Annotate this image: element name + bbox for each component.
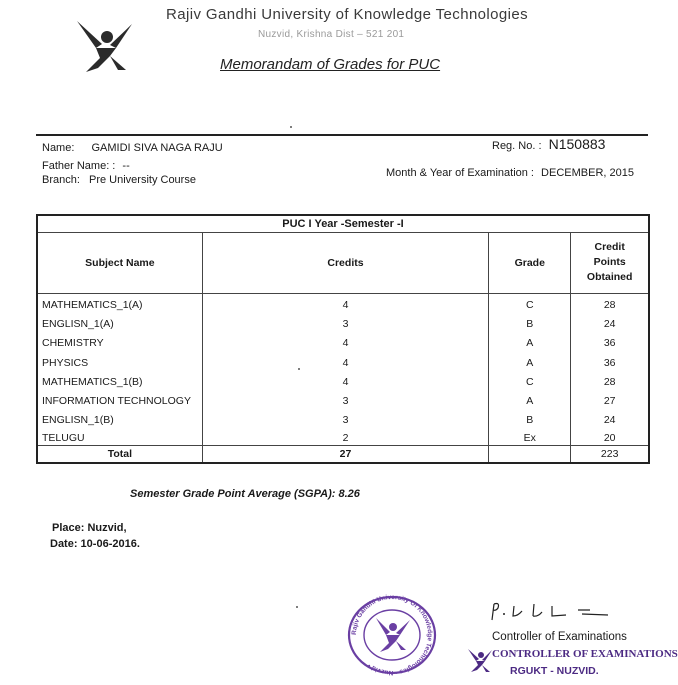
subject-cell: MATHEMATICS_1(B): [37, 370, 202, 389]
stamp-logo-icon: [466, 646, 494, 674]
subject-cell: PHYSICS: [37, 350, 202, 369]
credits-cell: 4: [202, 293, 488, 312]
credits-cell: 3: [202, 408, 488, 427]
table-row: [37, 427, 649, 446]
credits-cell: 4: [202, 331, 488, 350]
credits-cell: 4: [202, 370, 488, 389]
table-row: [37, 293, 649, 312]
col-credits-header: Credits: [202, 232, 488, 293]
university-name: Rajiv Gandhi University of Knowledge Technologies: [166, 6, 529, 23]
table-row: [37, 408, 649, 427]
points-cell: 24: [571, 408, 649, 427]
points-cell: 36: [571, 350, 649, 369]
total-credits: 27: [202, 446, 488, 463]
university-seal-icon: [346, 594, 438, 676]
name-row: [42, 142, 223, 154]
student-info: [36, 134, 648, 190]
subject-cell: ENGLISN_1(A): [37, 312, 202, 331]
credits-cell: 4: [202, 350, 488, 369]
points-cell: 24: [571, 312, 649, 331]
stamp-line-2: RGUKT - NUZVID.: [510, 665, 599, 677]
reg-number: N150883: [548, 136, 606, 152]
branch-value: Pre University Course: [88, 174, 196, 186]
exam-value: DECEMBER, 2015: [541, 167, 634, 179]
stamp-line-1: CONTROLLER OF EXAMINATIONS: [492, 648, 678, 660]
col-points-line2: Points: [593, 256, 626, 269]
signature-scribble: [486, 598, 616, 624]
reg-label: Reg. No. :: [492, 140, 542, 152]
father-row: [42, 160, 130, 172]
branch-label: Branch:: [42, 174, 80, 186]
total-row: [37, 446, 649, 463]
grade-cell: C: [489, 293, 571, 312]
branch-row: [42, 174, 196, 186]
place-line: Place: Nuzvid,: [52, 522, 127, 534]
semester-title-row: [37, 215, 649, 232]
table-row: [37, 350, 649, 369]
total-points: 223: [571, 446, 649, 463]
semester-title: PUC I Year -Semester -I: [37, 215, 649, 232]
father-label: Father Name: :: [42, 160, 116, 172]
seal-text: Rajiv Gandhi University Of Knowledge Technologies • Nuzvid •: [350, 594, 434, 676]
controller-title: Controller of Examinations: [492, 631, 627, 643]
grade-cell: C: [489, 370, 571, 389]
sgpa-line: Semester Grade Point Average (SGPA): 8.26: [130, 488, 360, 500]
points-cell: 27: [571, 389, 649, 408]
credits-cell: 3: [202, 389, 488, 408]
col-points-header: [571, 232, 649, 293]
points-cell: 36: [571, 331, 649, 350]
scan-speck: [296, 606, 298, 608]
father-name: --: [122, 160, 130, 172]
col-grade-header: Grade: [489, 232, 571, 293]
table-header-row: [37, 232, 649, 293]
student-name: GAMIDI SIVA NAGA RAJU: [91, 142, 223, 154]
table-row: [37, 331, 649, 350]
grade-cell: Ex: [489, 427, 571, 446]
grade-cell: A: [489, 389, 571, 408]
subject-cell: MATHEMATICS_1(A): [37, 293, 202, 312]
date-line: Date: 10-06-2016.: [50, 538, 140, 550]
exam-label: Month & Year of Examination :: [386, 167, 534, 179]
university-address: Nuzvid, Krishna Dist – 521 201: [258, 29, 405, 40]
table-row: [37, 389, 649, 408]
grade-cell: B: [489, 312, 571, 331]
points-cell: 20: [571, 427, 649, 446]
table-row: [37, 312, 649, 331]
grades-table: [36, 214, 650, 464]
scan-speck: [290, 126, 292, 128]
subject-cell: TELUGU: [37, 427, 202, 446]
col-subject-header: Subject Name: [37, 232, 202, 293]
university-logo-icon: [74, 18, 136, 74]
credits-cell: 2: [202, 427, 488, 446]
name-label: Name:: [42, 142, 75, 154]
points-cell: 28: [571, 293, 649, 312]
subject-cell: ENGLISN_1(B): [37, 408, 202, 427]
grade-cell: A: [489, 331, 571, 350]
table-row: [37, 370, 649, 389]
grade-cell: B: [489, 408, 571, 427]
grade-cell: A: [489, 350, 571, 369]
col-points-line1: Credit: [594, 241, 625, 254]
total-grade-empty: [489, 446, 571, 463]
total-label: Total: [37, 446, 202, 463]
subject-cell: CHEMISTRY: [37, 331, 202, 350]
credits-cell: 3: [202, 312, 488, 331]
scan-speck: [298, 368, 300, 370]
memo-title: Memorandam of Grades for PUC: [220, 56, 441, 73]
reg-row: [492, 136, 605, 152]
exam-row: [386, 167, 634, 179]
col-points-line3: Obtained: [586, 271, 633, 284]
points-cell: 28: [571, 370, 649, 389]
subject-cell: INFORMATION TECHNOLOGY: [37, 389, 202, 408]
